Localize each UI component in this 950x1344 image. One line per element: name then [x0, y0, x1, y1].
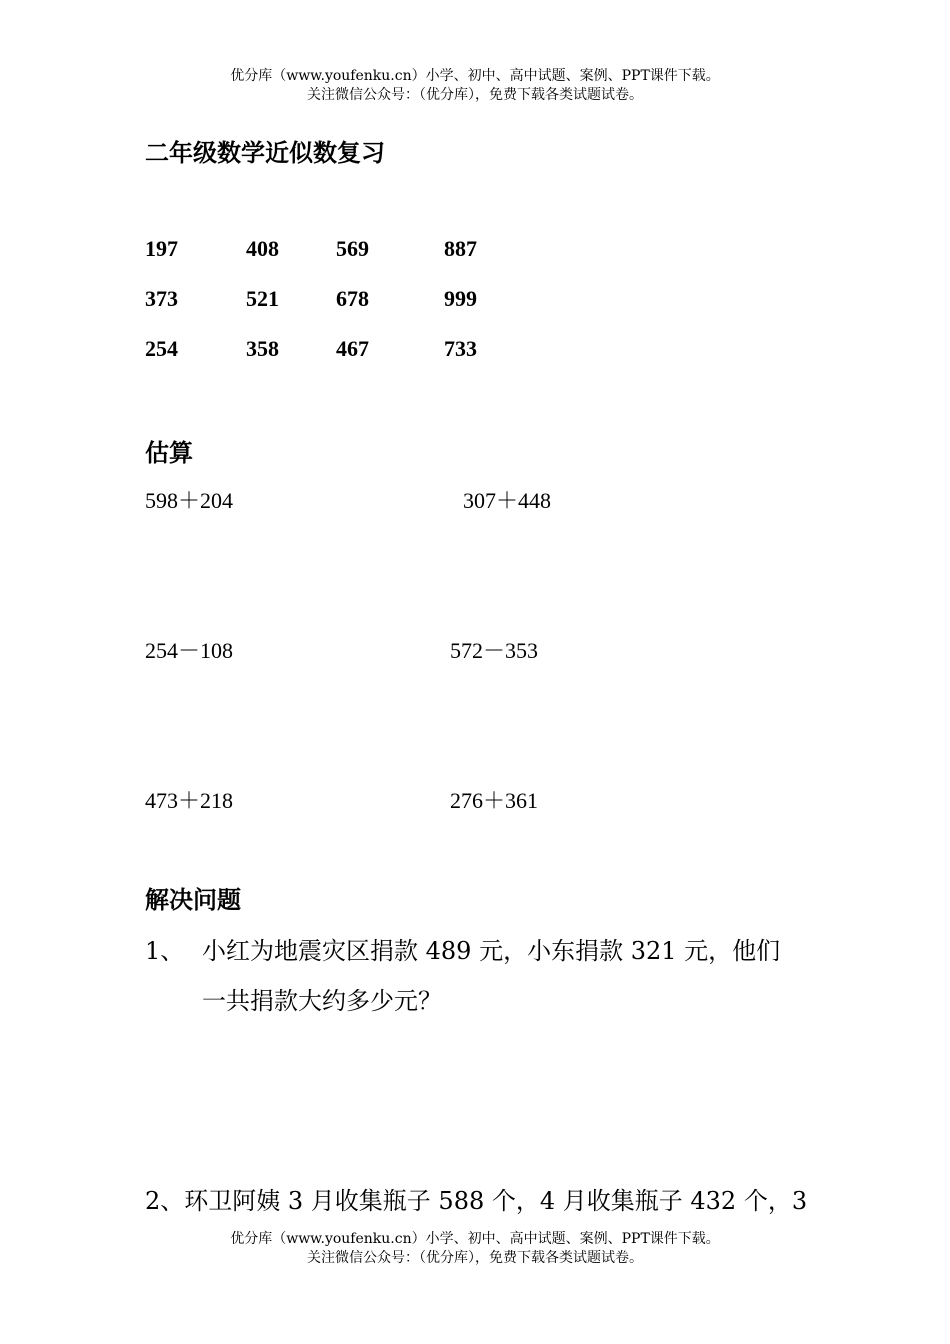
number-cell: 254	[145, 336, 178, 361]
page-title: 二年级数学近似数复习	[145, 138, 385, 167]
estimation-expression: 473＋218	[145, 788, 234, 813]
question-number: 1、	[145, 937, 185, 965]
number-cell: 678	[336, 286, 369, 311]
estimation-expression: 572－353	[450, 638, 539, 663]
number-cell: 358	[246, 336, 279, 361]
estimation-expression: 307＋448	[463, 488, 552, 513]
header-line-2: 关注微信公众号：（优分库），免费下载各类试题试卷。	[307, 87, 643, 103]
estimation-expression: 254－108	[145, 638, 234, 663]
estimation-expression: 598＋204	[145, 488, 234, 513]
header-line-1: 优分库（www.youfenku.cn）小学、初中、高中试题、案例、PPT课件下载。	[230, 68, 720, 84]
footer-line-1: 优分库（www.youfenku.cn）小学、初中、高中试题、案例、PPT课件下载。	[230, 1231, 720, 1247]
question-1-line-1: 小红为地震灾区捐款 489 元，小东捐款 321 元，他们	[202, 937, 781, 965]
estimation-expression: 276＋361	[450, 788, 539, 813]
estimation-heading: 估算	[145, 438, 193, 467]
question-2-line-1: 2、环卫阿姨 3 月收集瓶子 588 个，4 月收集瓶子 432 个，3	[145, 1187, 808, 1215]
number-cell: 887	[444, 236, 477, 261]
problems-heading: 解决问题	[145, 885, 241, 914]
number-cell: 733	[444, 336, 477, 361]
number-cell: 373	[145, 286, 178, 311]
footer-line-2: 关注微信公众号：（优分库），免费下载各类试题试卷。	[307, 1250, 643, 1266]
number-cell: 467	[336, 336, 369, 361]
number-cell: 999	[444, 286, 477, 311]
number-cell: 197	[145, 236, 178, 261]
number-cell: 408	[246, 236, 279, 261]
number-cell: 521	[246, 286, 279, 311]
question-1-line-2: 一共捐款大约多少元？	[202, 987, 442, 1015]
number-cell: 569	[336, 236, 369, 261]
